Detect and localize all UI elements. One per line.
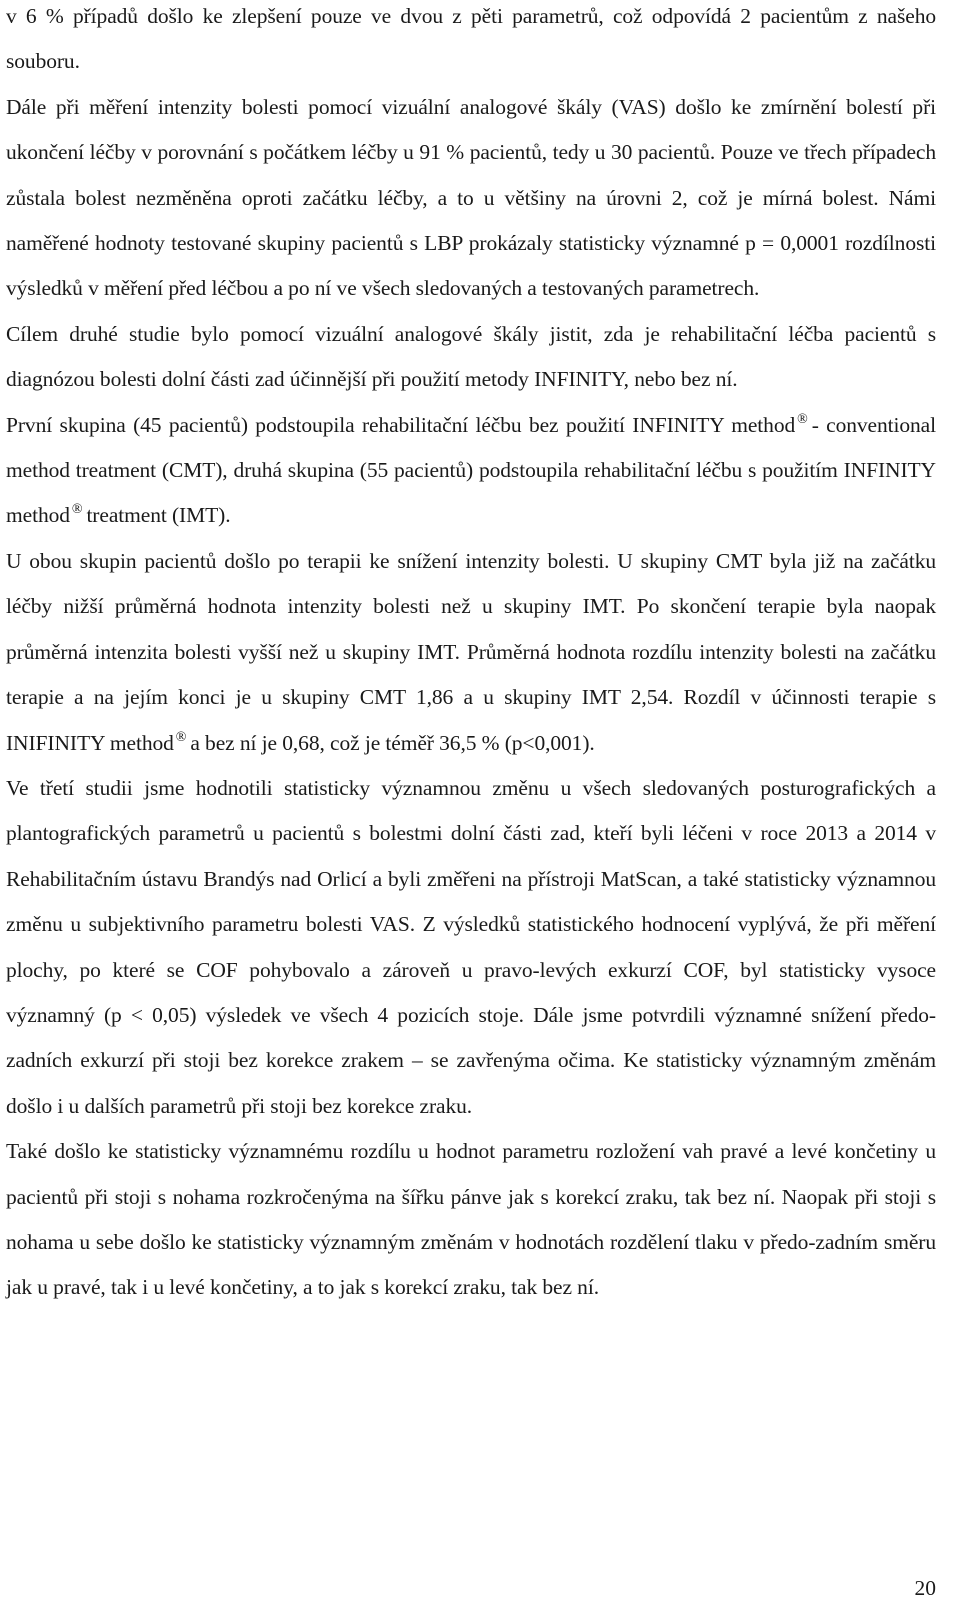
paragraph-5-text-b: a bez ní je 0,68, což je téměř 36,5 % (p<0,001).: [190, 730, 595, 755]
paragraph-4: [6, 403, 936, 539]
paragraph-4-text-b: - conventional method treatment (CMT), druhá skupina (55 pacientů) podstoupila rehabilitační léčbu s použitím INFINITY method: [6, 412, 936, 528]
page-number: 20: [914, 1576, 936, 1600]
registered-mark: ®: [71, 502, 83, 518]
paragraph-1: v 6 % případů došlo ke zlepšení pouze ve dvou z pěti parametrů, což odpovídá 2 pacientům z našeho souboru.: [6, 4, 936, 74]
paragraph-6: Ve třetí studii jsme hodnotili statisticky významnou změnu u všech sledovaných posturografických a plantografických parametrů u pacientů s bolestmi dolní části zad, kteří byli léčeni v roce 2013 a 2014 v Rehabilitačním ústavu Brandýs nad Orlicí a byli změřeni na přístroji MatScan, a také statisticky významnou změnu u subjektivního parametru bolesti VAS. Z výsledků statistického hodnocení vyplývá, že při měření plochy, po které se COF pohybovalo a zároveň u pravo-levých exkurzí COF, byl statisticky vysoce významný (p < 0,05) výsledek ve všech 4 pozicích stoje. Dále jsme potvrdili významné snížení předo-zadních exkurzí při stoji bez korekce zrakem – se zavřenýma očima. Ke statisticky významným změnám došlo i u dalších parametrů při stoji bez korekce zraku.: [6, 775, 936, 1118]
registered-mark: ®: [175, 729, 187, 745]
paragraph-5: [6, 539, 936, 766]
paragraph-5-text-a: U obou skupin pacientů došlo po terapii ke snížení intenzity bolesti. U skupiny CMT byla již na začátku léčby nižší průměrná hodnota intenzity bolesti než u skupiny IMT. Po skončení terapie byla naopak průměrná intenzita bolesti vyšší než u skupiny IMT. Průměrná hodnota rozdílu intenzity bolesti na začátku terapie a na jejím konci je u skupiny CMT 1,86 a u skupiny IMT 2,54. Rozdíl v účinnosti terapie s INIFINITY method: [6, 548, 936, 755]
paragraph-3: Cílem druhé studie bylo pomocí vizuální analogové škály jistit, zda je rehabilitační léčba pacientů s diagnózou bolesti dolní části zad účinnější při použití metody INFINITY, nebo bez ní.: [6, 321, 936, 392]
paragraph-7: Také došlo ke statisticky významnému rozdílu u hodnot parametru rozložení vah pravé a levé končetiny u pacientů při stoji s nohama rozkročenýma na šířku pánve jak s korekcí zraku, tak bez ní. Naopak při stoji s nohama u sebe došlo ke statisticky významným změnám v hodnotách rozdělení tlaku v předo-zadním směru jak u pravé, tak i u levé končetiny, a to jak s korekcí zraku, tak bez ní.: [6, 1139, 936, 1300]
document-page: [6, 0, 936, 1311]
paragraph-4-text-c: treatment (IMT).: [86, 503, 231, 528]
registered-mark: ®: [797, 411, 808, 427]
paragraph-4-text-a: První skupina (45 pacientů) podstoupila rehabilitační léčbu bez použití INFINITY method: [6, 412, 796, 437]
paragraph-2: Dále při měření intenzity bolesti pomocí vizuální analogové škály (VAS) došlo ke zmírnění bolestí při ukončení léčby v porovnání s počátkem léčby u 91 % pacientů, tedy u 30 pacientů. Pouze ve třech případech zůstala bolest nezměněna oproti začátku léčby, a to u většiny na úrovni 2, což je mírná bolest. Námi naměřené hodnoty testované skupiny pacientů s LBP prokázaly statisticky významné p = 0,0001 rozdílnosti výsledků v měření před léčbou a po ní ve všech sledovaných a testovaných parametrech.: [6, 94, 936, 301]
